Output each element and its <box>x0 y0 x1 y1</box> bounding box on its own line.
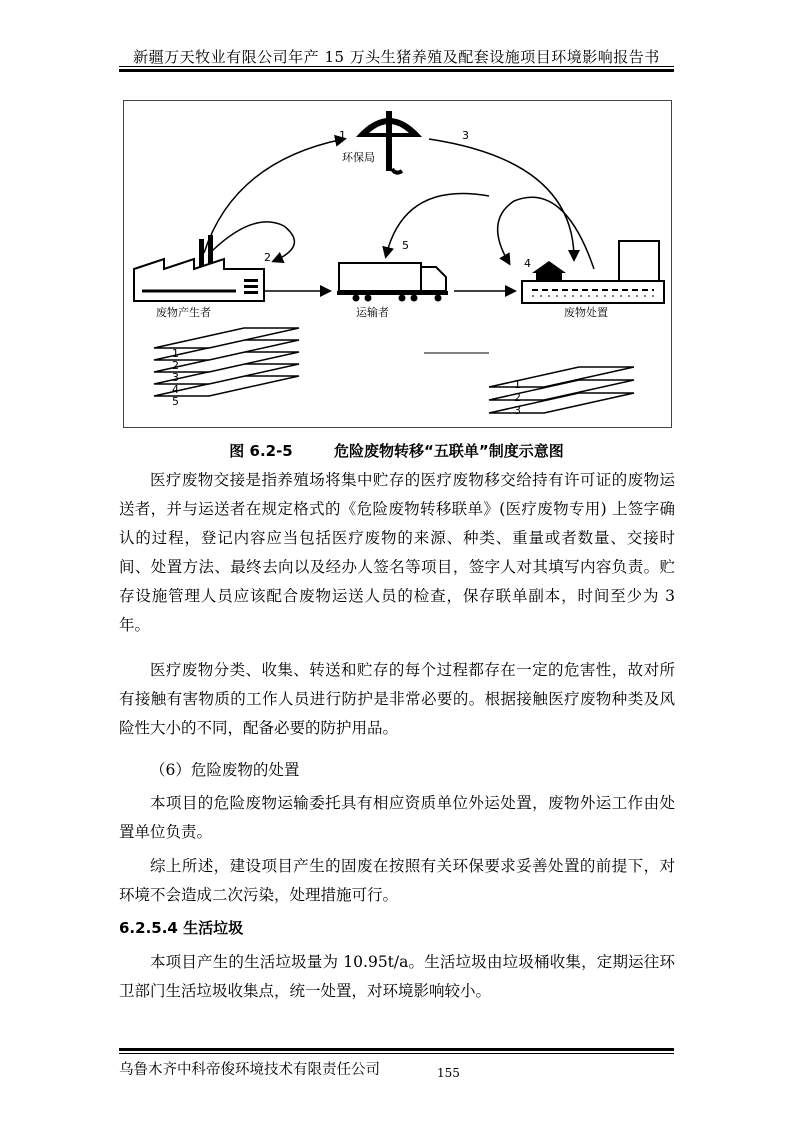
arrow-number-2: 2 <box>264 251 271 264</box>
figure-number: 图 6.2-5 <box>229 442 293 460</box>
subheading-hazardous-disposal <box>119 756 675 785</box>
footer-company: 乌鲁木齐中科帝俊环境技术有限责任公司 <box>119 1062 380 1078</box>
manifest-stack-left <box>154 328 299 408</box>
header-rule-thick <box>119 69 674 72</box>
paragraph-disposal <box>119 789 675 847</box>
paragraph-text: 医疗废物分类、收集、转送和贮存的每个过程都存在一定的危害性，故对所有接触有害物质的工作人员进行防护是非常必要的。根据接触医疗废物种类及风险性大小的不同，配备必要的防护用品。 <box>119 661 675 737</box>
transporter-label: 运输者 <box>356 306 389 319</box>
paragraph-protection <box>119 656 675 743</box>
paragraph-text: 本项目产生的生活垃圾量为 10.95t/a。生活垃圾由垃圾桶收集，定期运往环卫部门生活垃圾收集点，统一处置，对环境影响较小。 <box>119 953 675 1000</box>
paragraph-text: （6）危险废物的处置 <box>150 761 300 779</box>
diagram-canvas <box>124 101 671 427</box>
arrow-number-5: 5 <box>402 239 409 252</box>
arrow-number-4: 4 <box>524 257 531 270</box>
arrow-number-1: 1 <box>339 129 346 142</box>
paragraph-text: 综上所述，建设项目产生的固废在按照有关环保要求妥善处置的前提下，对环境不会造成二次污染，处理措施可行。 <box>119 857 675 904</box>
epa-label: 环保局 <box>342 151 375 164</box>
left-form-1: 1 <box>172 347 179 360</box>
right-form-3: 3 <box>514 404 521 417</box>
figure-title: 危险废物转移“五联单”制度示意图 <box>333 442 564 460</box>
factory-icon <box>134 235 264 301</box>
arrow-2 <box>212 222 294 261</box>
arrow-number-3: 3 <box>462 129 469 142</box>
footer-rule-thick <box>119 1048 674 1051</box>
left-form-4: 4 <box>172 383 179 396</box>
paragraph-domestic-waste <box>119 948 675 1006</box>
left-form-2: 2 <box>172 359 179 372</box>
five-copy-manifest-diagram <box>123 100 672 428</box>
footer-rule-thin <box>119 1053 674 1054</box>
right-form-2: 2 <box>514 391 521 404</box>
paragraph-text: 本项目的危险废物运输委托具有相应资质单位外运处置，废物外运工作由处置单位负责。 <box>119 794 675 841</box>
figure-caption <box>0 440 793 461</box>
disposal-label: 废物处置 <box>564 306 608 319</box>
manifest-stack-right <box>489 367 634 417</box>
truck-icon <box>337 263 448 302</box>
right-form-1: 1 <box>514 378 521 391</box>
paragraph-text: 医疗废物交接是指养殖场将集中贮存的医疗废物移交给持有许可证的废物运送者，并与运送者在规定格式的《危险废物转移联单》(医疗废物专用) 上签字确认的过程，登记内容应当包括医疗废物的来源、种类、重量或者数量、交接时间、处置方法、最终去向以及经办人签名等项目，签字人对其填写内容负责。贮存设施管理人员应该配合废物运送人员的检查，保存联单副本，时间至少为 3 年。 <box>119 471 675 634</box>
page-number: 155 <box>437 1066 460 1080</box>
document-header-title: 新疆万天牧业有限公司年产 15 万头生猪养殖及配套设施项目环境影响报告书 <box>133 48 660 66</box>
left-form-3: 3 <box>172 371 179 384</box>
header-rule-thin <box>119 66 674 67</box>
arrow-3 <box>429 139 574 259</box>
paragraph-summary <box>119 852 675 910</box>
paragraph-medical-waste-handover <box>119 466 675 640</box>
arrow-4 <box>498 197 594 269</box>
arrow-1 <box>204 139 344 253</box>
section-heading: 6.2.5.4 生活垃圾 <box>119 919 244 937</box>
producer-label: 废物产生者 <box>156 306 211 319</box>
disposal-facility-icon <box>522 241 664 303</box>
left-form-5: 5 <box>172 395 179 408</box>
